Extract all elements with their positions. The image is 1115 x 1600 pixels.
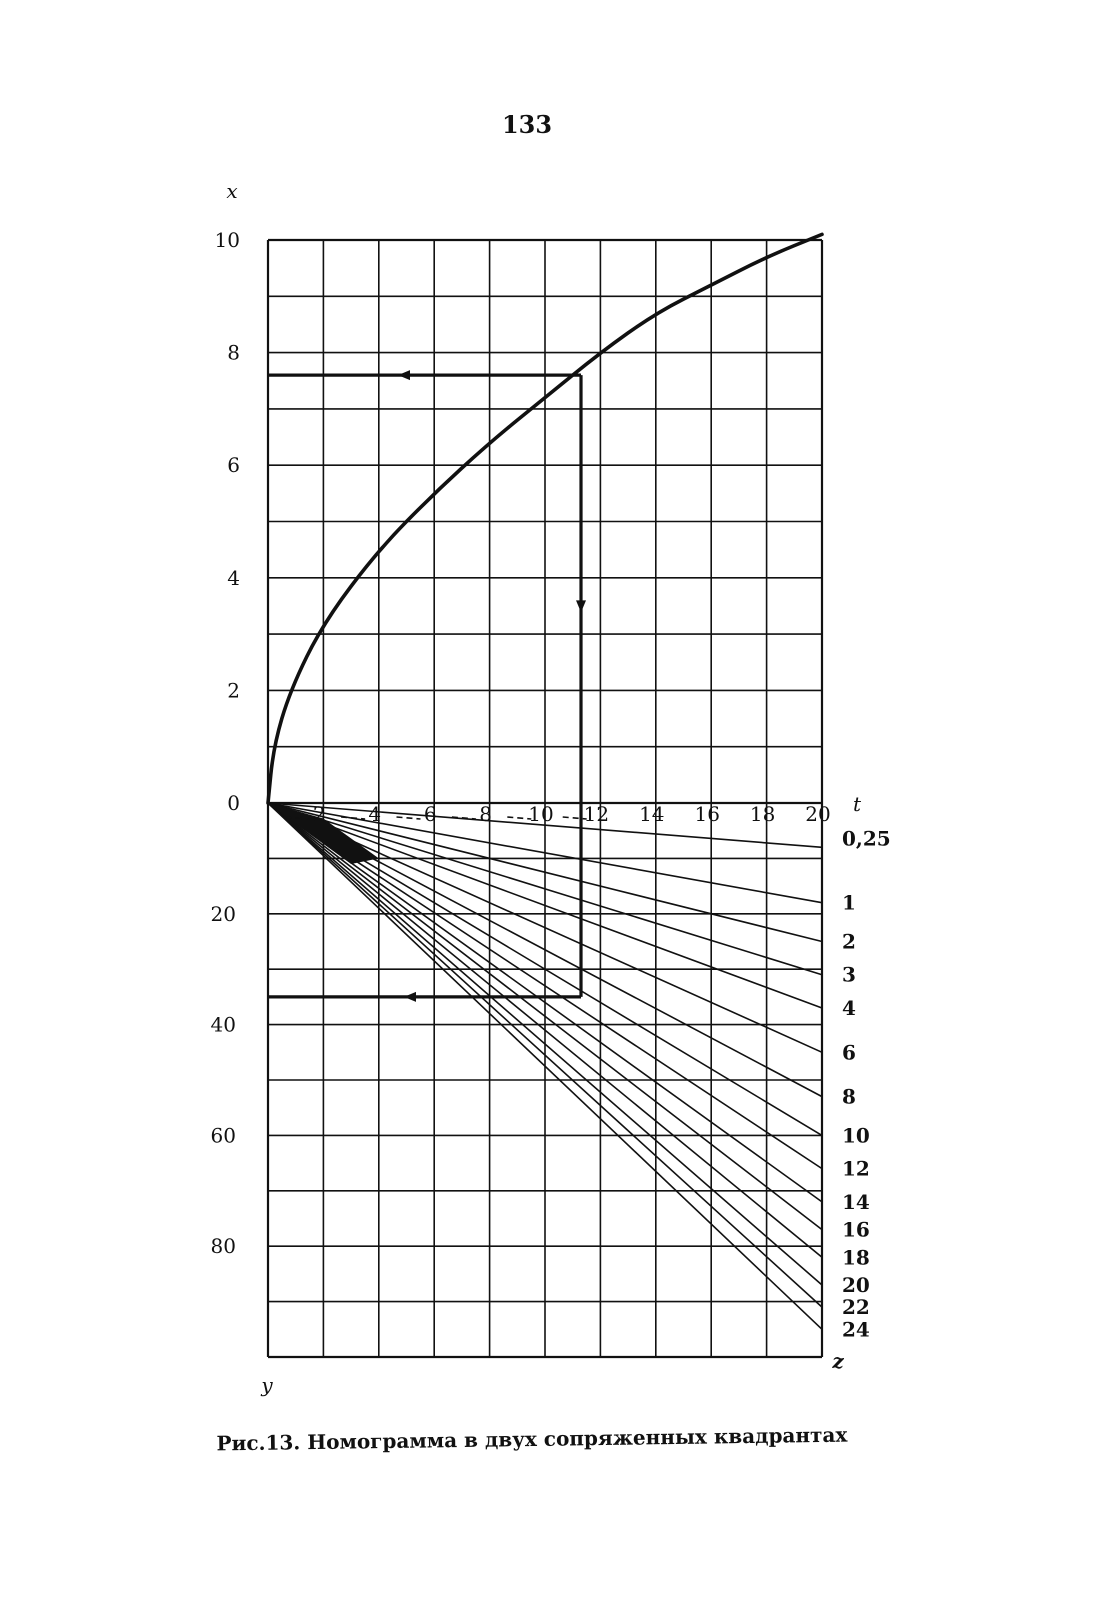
ray-label: 1 [842, 890, 856, 915]
ray-label: 3 [842, 962, 856, 987]
x-tick-label: 6 [227, 453, 240, 478]
ray-label: 4 [842, 995, 856, 1020]
ray-label: 18 [842, 1245, 870, 1270]
x-tick-label: 10 [214, 228, 240, 252]
ray-label: 8 [842, 1084, 856, 1109]
t-tick-label: 8 [479, 802, 492, 826]
ray-label: 6 [842, 1040, 856, 1065]
y-tick-label: 60 [210, 1123, 236, 1148]
t-axis-label: t [853, 792, 862, 816]
y-tick-label: 40 [210, 1012, 236, 1037]
x-tick-label: 2 [227, 678, 240, 703]
example-arrow-left-lower [404, 992, 416, 1002]
t-tick-label: 20 [805, 802, 831, 826]
t-dash [397, 817, 421, 819]
ray-label: 20 [842, 1272, 870, 1297]
y-axis-label: y [261, 1373, 273, 1397]
t-dash [341, 817, 365, 819]
page-number: 133 [501, 110, 553, 139]
t-tick-label: 2 [313, 802, 326, 826]
figure-caption: Рис.13. Номограмма в двух сопряженных квадрантах [216, 1422, 848, 1456]
x-tick-label: 8 [227, 340, 240, 365]
ray-label: 14 [842, 1189, 870, 1214]
t-tick-label: 14 [639, 802, 665, 826]
example-arrow-left-upper [398, 370, 410, 380]
t-tick-label: 12 [583, 802, 610, 826]
ray-label: 12 [842, 1156, 870, 1181]
t-tick-label: 16 [694, 802, 720, 826]
ray-label: 0,25 [842, 826, 891, 851]
x-tick-label: 4 [227, 565, 240, 590]
ray-label: 2 [842, 929, 856, 954]
ray-label: 24 [842, 1317, 870, 1342]
z-axis-label: z [832, 1349, 844, 1373]
y-tick-label: 20 [210, 901, 236, 926]
x-tick-label: 0 [227, 791, 240, 815]
ray-label: 10 [842, 1123, 870, 1148]
t-tick-label: 6 [423, 802, 437, 826]
t-tick-label: 18 [749, 802, 776, 826]
ray-label: 16 [842, 1217, 870, 1242]
x-axis-label: x [226, 179, 238, 203]
t-tick-label: 4 [368, 802, 382, 826]
t-tick-label: 10 [528, 802, 554, 826]
ray-label: 22 [842, 1295, 870, 1320]
y-tick-label: 80 [210, 1234, 236, 1259]
example-arrow-down [576, 600, 586, 612]
